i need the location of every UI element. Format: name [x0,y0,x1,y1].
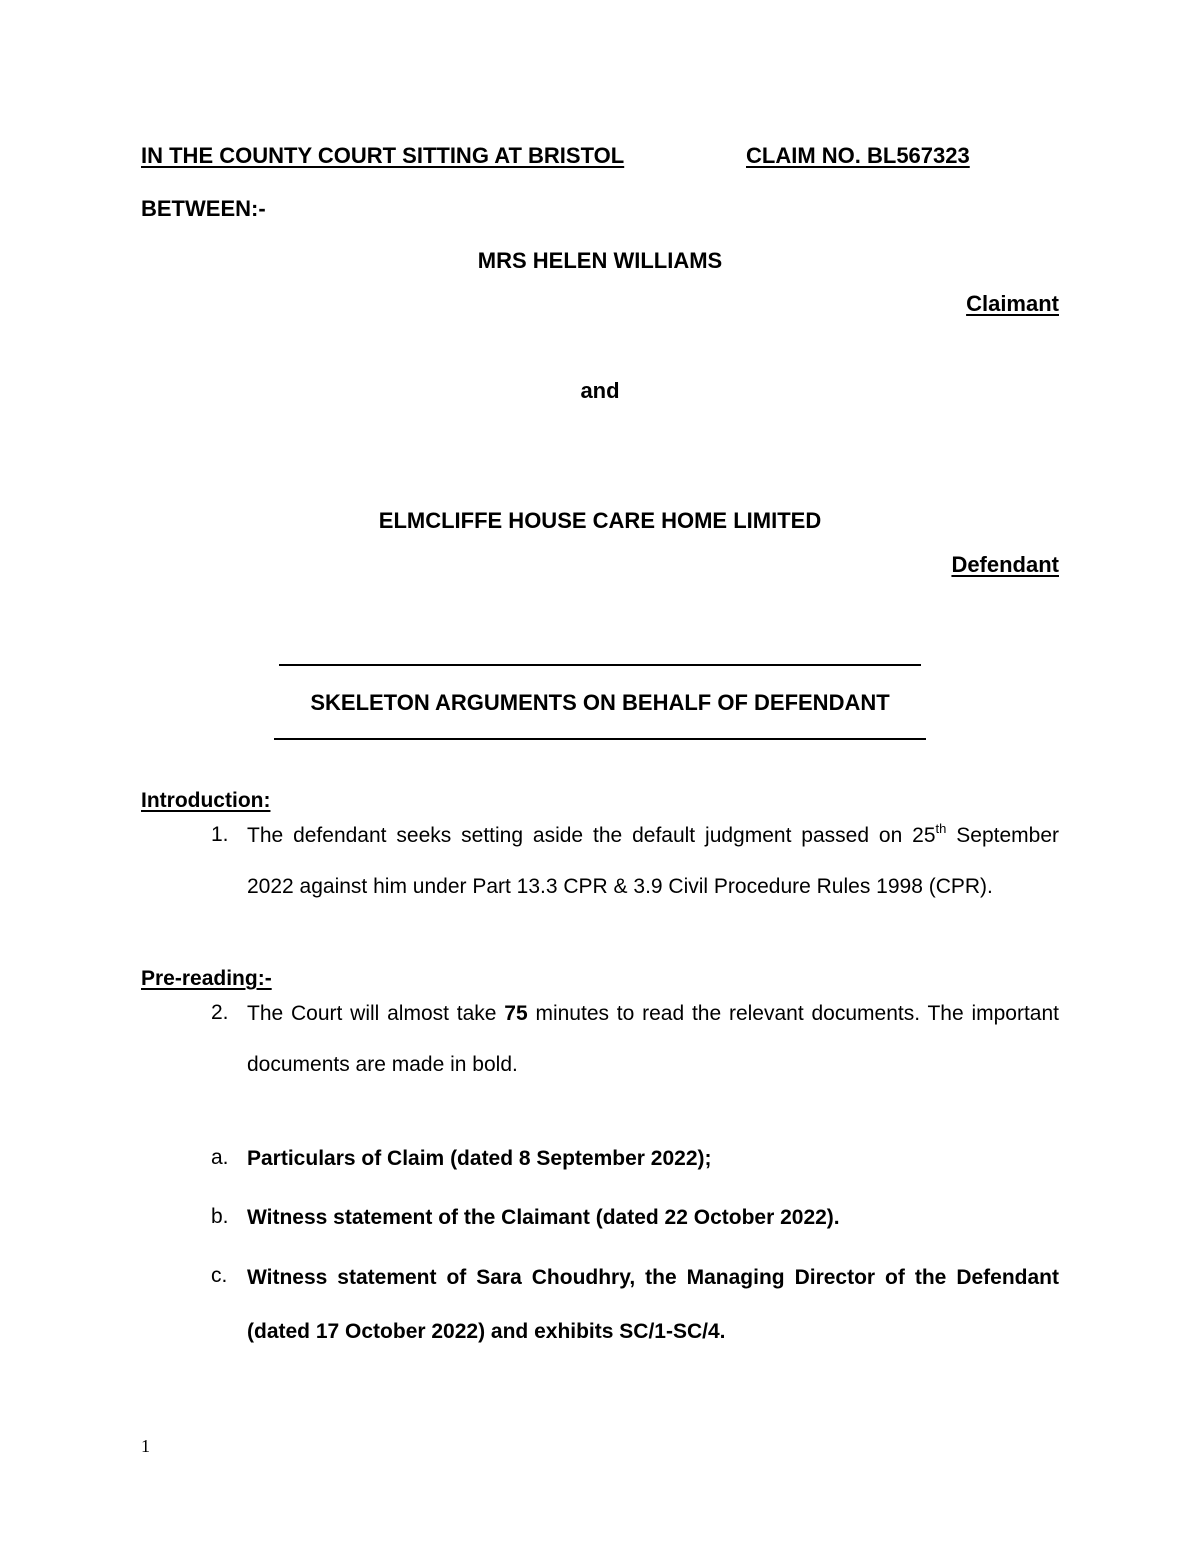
title-rule-top [279,664,921,666]
page-number: 1 [141,1436,150,1456]
document-title: SKELETON ARGUMENTS ON BEHALF OF DEFENDANT [310,690,890,715]
claimant-role: Claimant [966,291,1059,316]
paragraph-1-line-2: 2022 against him under Part 13.3 CPR & 3.9 Civil Procedure Rules 1998 (CPR). [247,875,993,898]
claimant-name: MRS HELEN WILLIAMS [477,248,723,273]
claim-number: CLAIM NO. BL567323 [746,143,970,168]
document-letter: c. [211,1264,228,1287]
document-item: Particulars of Claim (dated 8 September 2022); [247,1147,712,1170]
title-rule-bottom [274,738,926,740]
document-item: Witness statement of Sara Choudhry, the Managing Director of the Defendant (dated 17 October 2022) and exhibits SC/1-SC/4. [247,1266,1059,1343]
paragraph-number: 2. [211,1001,229,1024]
section-heading-introduction: Introduction: [141,789,271,812]
defendant-role: Defendant [951,552,1059,577]
court-heading: IN THE COUNTY COURT SITTING AT BRISTOL [141,143,625,168]
paragraph-1-line-1: The defendant seeks setting aside the default judgment passed on 25th September [247,821,1059,847]
document-item: Witness statement of the Claimant (dated 22 October 2022). [247,1206,840,1229]
paragraph-number: 1. [211,823,229,846]
and-label: and [580,378,620,403]
document-letter: b. [211,1205,229,1228]
between-label: BETWEEN:- [141,196,266,221]
paragraph-2: The Court will almost take 75 minutes to read the relevant documents. The important documents are made in bold. [247,1002,1060,1076]
defendant-name: ELMCLIFFE HOUSE CARE HOME LIMITED [378,508,822,533]
section-heading-pre-reading: Pre-reading:- [141,967,272,990]
document-letter: a. [211,1146,229,1169]
